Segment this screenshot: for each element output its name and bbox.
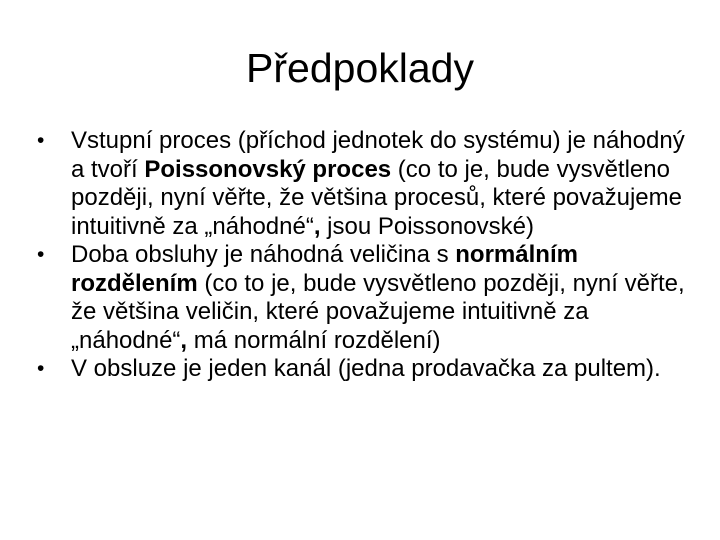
- bullet-text: jsou Poissonovské): [320, 212, 534, 240]
- bullet-text: Doba obsluhy je náhodná veličina s: [71, 241, 456, 268]
- bullet-text: V obsluze je jeden kanál (jedna prodavačka za pultem).: [71, 355, 661, 382]
- bullet-item-single-channel: [37, 355, 697, 384]
- bullet-item-service-time: [37, 241, 697, 355]
- slide-title: Předpoklady: [246, 45, 474, 91]
- bold-term: normálním rozdělením: [71, 241, 578, 297]
- bullet-text: Vstupní proces (příchod jednotek do systému) je náhodný a tvoří: [71, 127, 685, 183]
- bullet-marker: •: [37, 357, 45, 380]
- bullet-item-input-process: [37, 127, 697, 241]
- bullet-text: (co to je, bude vysvětleno později, nyní věřte, že většina veličin, které považujeme intuitivně za „náhodné“: [71, 269, 685, 354]
- bullet-marker: •: [37, 243, 45, 266]
- bold-term: Poissonovský proces: [144, 155, 392, 183]
- bullet-text: (co to je, bude vysvětleno později, nyní věřte, že většina procesů, které považujeme intuitivně za „náhodné“: [71, 155, 682, 240]
- bullet-marker: •: [37, 129, 45, 152]
- bullet-text: má normální rozdělení): [187, 326, 441, 354]
- bullet-list: [37, 127, 697, 384]
- bold-comma: ,: [180, 326, 188, 354]
- bold-comma: ,: [313, 212, 321, 240]
